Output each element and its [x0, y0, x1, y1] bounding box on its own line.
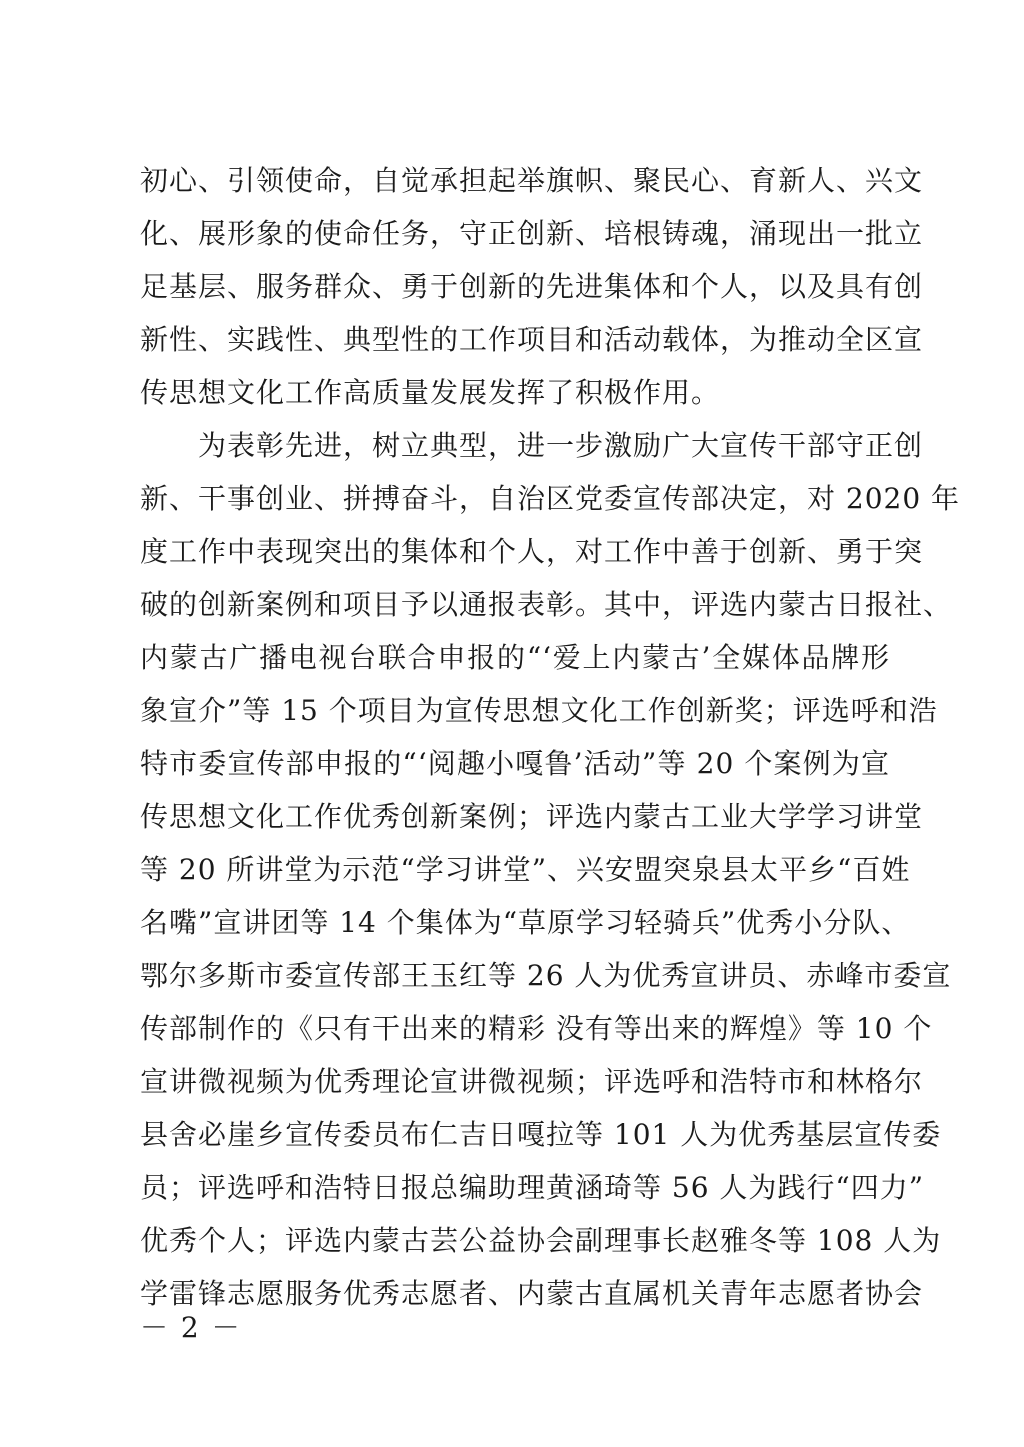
text-line: 新、干事创业、拼搏奋斗，自治区党委宣传部决定，对 2020 年: [140, 482, 961, 515]
text-line: 学雷锋志愿服务优秀志愿者、内蒙古直属机关青年志愿者协会: [140, 1277, 924, 1310]
text-line: 传部制作的《只有干出来的精彩 没有等出来的辉煌》等 10 个: [140, 1012, 933, 1045]
text-line: 化、展形象的使命任务，守正创新、培根铸魂，涌现出一批立: [140, 217, 924, 250]
page-number: － 2 －: [140, 1311, 242, 1344]
text-line: 内蒙古广播电视台联合申报的“‘爱上内蒙古’全媒体品牌形: [140, 641, 890, 674]
text-line: 名嘴”宣讲团等 14 个集体为“草原学习轻骑兵”优秀小分队、: [140, 906, 911, 939]
text-line: 特市委宣传部申报的“‘阅趣小嘎鲁’活动”等 20 个案例为宣: [140, 747, 890, 780]
text-line: 优秀个人；评选内蒙古芸公益协会副理事长赵雅冬等 108 人为: [140, 1224, 942, 1257]
text-line: 新性、实践性、典型性的工作项目和活动载体，为推动全区宣: [140, 323, 924, 356]
text-line: 传思想文化工作高质量发展发挥了积极作用。: [140, 376, 721, 409]
body-text: [140, 154, 961, 1320]
text-line: 宣讲微视频为优秀理论宣讲微视频；评选呼和浩特市和林格尔: [140, 1065, 924, 1098]
text-line: 鄂尔多斯市委宣传部王玉红等 26 人为优秀宣讲员、赤峰市委宣: [140, 959, 952, 992]
text-line: 等 20 所讲堂为示范“学习讲堂”、兴安盟突泉县太平乡“百姓: [140, 853, 911, 886]
text-line: 度工作中表现突出的集体和个人，对工作中善于创新、勇于突: [140, 535, 924, 568]
text-line: 员；评选呼和浩特日报总编助理黄涵琦等 56 人为践行“四力”: [140, 1171, 925, 1204]
text-line: 县舍必崖乡宣传委员布仁吉日嘎拉等 101 人为优秀基层宣传委: [140, 1118, 942, 1151]
text-line: 足基层、服务群众、勇于创新的先进集体和个人，以及具有创: [140, 270, 924, 303]
text-line: 初心、引领使命，自觉承担起举旗帜、聚民心、育新人、兴文: [140, 164, 924, 197]
text-line: 象宣介”等 15 个项目为宣传思想文化工作创新奖；评选呼和浩: [140, 694, 938, 727]
text-line: 为表彰先进，树立典型，进一步激励广大宣传干部守正创: [140, 429, 924, 462]
text-line: 破的创新案例和项目予以通报表彰。其中，评选内蒙古日报社、: [140, 588, 953, 621]
text-line: 传思想文化工作优秀创新案例；评选内蒙古工业大学学习讲堂: [140, 800, 924, 833]
